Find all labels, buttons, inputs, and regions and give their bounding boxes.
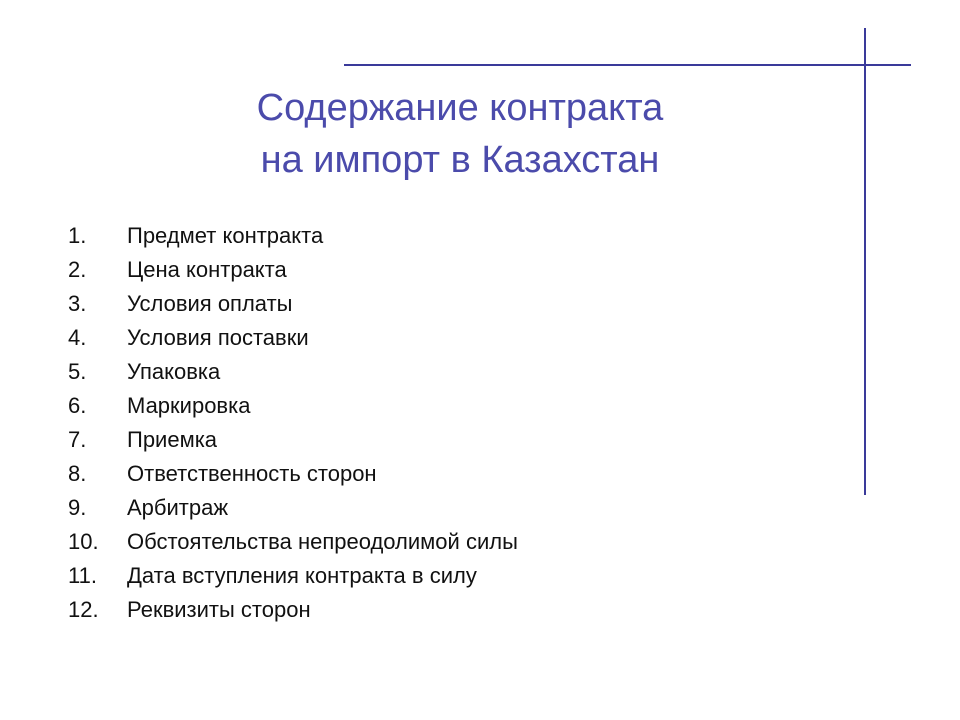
item-text: Предмет контракта [127, 223, 324, 248]
vertical-accent-line [864, 28, 866, 495]
list-item [68, 457, 518, 491]
item-number: 8. [68, 461, 87, 486]
item-number: 5. [68, 359, 87, 384]
slide-title [180, 82, 740, 186]
list-item [68, 559, 518, 593]
list-item [68, 389, 518, 423]
list-item [68, 525, 518, 559]
item-text: Условия оплаты [127, 291, 293, 316]
item-text: Маркировка [127, 393, 251, 418]
list-item [68, 593, 518, 627]
item-number: 10. [68, 529, 99, 554]
contents-list [68, 219, 518, 627]
item-number: 12. [68, 597, 99, 622]
item-number: 1. [68, 223, 87, 248]
item-number: 4. [68, 325, 87, 350]
list-item [68, 423, 518, 457]
item-number: 2. [68, 257, 87, 282]
item-number: 6. [68, 393, 87, 418]
item-text: Обстоятельства непреодолимой силы [127, 529, 518, 554]
item-number: 9. [68, 495, 87, 520]
item-text: Арбитраж [127, 495, 229, 520]
item-text: Реквизиты сторон [127, 597, 311, 622]
item-text: Цена контракта [127, 257, 287, 282]
item-text: Ответственность сторон [127, 461, 377, 486]
list-item [68, 287, 518, 321]
list-item [68, 491, 518, 525]
item-number: 3. [68, 291, 87, 316]
title-line-1: Содержание контракта [256, 87, 664, 129]
list-item [68, 355, 518, 389]
horizontal-accent-line [344, 64, 911, 66]
list-item [68, 219, 518, 253]
list-item [68, 253, 518, 287]
item-text: Приемка [127, 427, 218, 452]
item-text: Упаковка [127, 359, 221, 384]
item-text: Условия поставки [127, 325, 309, 350]
item-number: 11. [68, 563, 97, 588]
item-number: 7. [68, 427, 87, 452]
title-line-2: на импорт в Казахстан [260, 139, 660, 181]
list-item [68, 321, 518, 355]
item-text: Дата вступления контракта в силу [127, 563, 477, 588]
